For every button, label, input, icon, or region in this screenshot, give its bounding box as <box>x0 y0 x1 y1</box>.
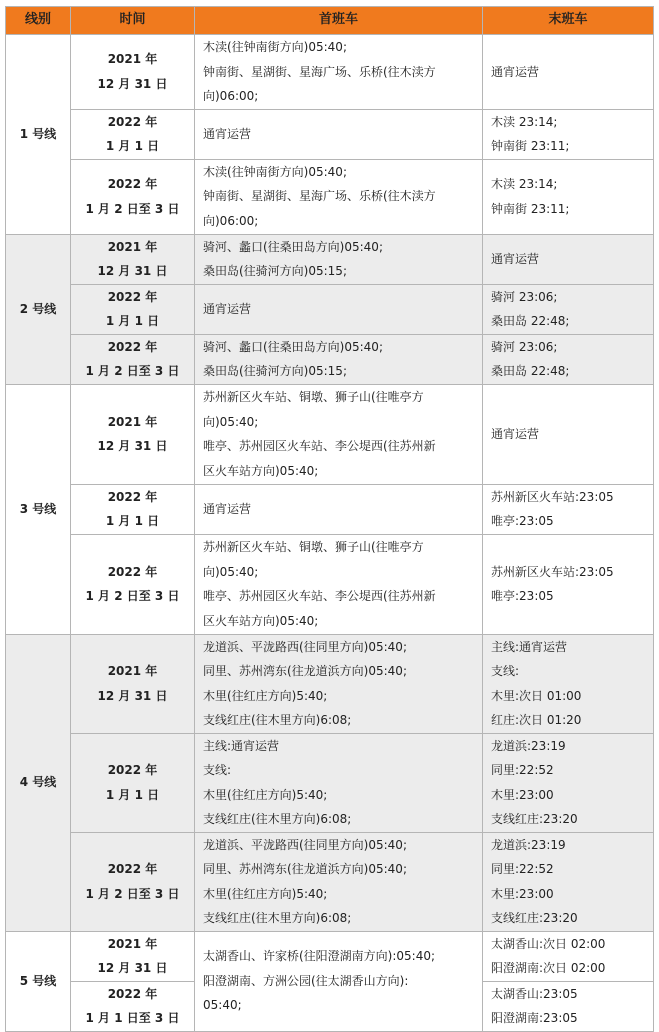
header-date: 时间 <box>71 7 195 35</box>
last-train-cell: 通宵运营 <box>483 35 654 110</box>
line-label: 1 号线 <box>6 35 71 235</box>
header-row <box>6 7 654 35</box>
last-train-cell: 太湖香山:23:05 阳澄湖南:23:05 <box>483 981 654 1031</box>
header-first: 首班车 <box>195 7 483 35</box>
first-train-cell: 通宵运营 <box>195 484 483 534</box>
first-train-cell: 骑河、蠡口(往桑田岛方向)05:40; 桑田岛(往骑河方向)05:15; <box>195 234 483 284</box>
date-cell: 2021 年 12 月 31 日 <box>71 384 195 484</box>
last-train-cell: 苏州新区火车站:23:05 唯亭:23:05 <box>483 534 654 634</box>
header-line: 线别 <box>6 7 71 35</box>
date-cell: 2021 年 12 月 31 日 <box>71 234 195 284</box>
first-train-cell: 龙道浜、平泷路西(往同里方向)05:40; 同里、苏州湾东(往龙道浜方向)05:40; 木里(往红庄方向)5:40; 支线红庄(往木里方向)6:08; <box>195 832 483 931</box>
line-label: 3 号线 <box>6 384 71 634</box>
first-train-cell: 木渎(往钟南街方向)05:40; 钟南街、星湖街、星海广场、乐桥(往木渎方 向)06:00; <box>195 35 483 110</box>
first-train-cell: 通宵运营 <box>195 109 483 159</box>
table-row <box>6 634 654 733</box>
table-row <box>6 534 654 634</box>
table-row <box>6 832 654 931</box>
table-row <box>6 484 654 534</box>
date-cell: 2022 年 1 月 1 日至 3 日 <box>71 981 195 1031</box>
line-5-group <box>6 931 654 1031</box>
first-train-cell: 苏州新区火车站、铜墩、狮子山(往唯亭方 向)05:40; 唯亭、苏州园区火车站、李公堤西(往苏州新 区火车站方向)05:40; <box>195 534 483 634</box>
table-row <box>6 334 654 384</box>
first-train-cell: 太湖香山、许家桥(往阳澄湖南方向):05:40; 阳澄湖南、方洲公园(往太湖香山方向): 05:40; <box>195 931 483 1031</box>
table-row <box>6 284 654 334</box>
last-train-cell: 骑河 23:06; 桑田岛 22:48; <box>483 284 654 334</box>
line-label: 5 号线 <box>6 931 71 1031</box>
line-1-group <box>6 35 654 235</box>
table-row <box>6 35 654 110</box>
table-row <box>6 384 654 484</box>
last-train-cell: 主线:通宵运营 支线: 木里:次日 01:00 红庄:次日 01:20 <box>483 634 654 733</box>
table-row <box>6 234 654 284</box>
table-row <box>6 733 654 832</box>
schedule-table <box>5 6 654 1032</box>
date-cell: 2021 年 12 月 31 日 <box>71 931 195 981</box>
date-cell: 2022 年 1 月 1 日 <box>71 733 195 832</box>
last-train-cell: 太湖香山:次日 02:00 阳澄湖南:次日 02:00 <box>483 931 654 981</box>
date-cell: 2022 年 1 月 2 日至 3 日 <box>71 334 195 384</box>
line-2-group <box>6 234 654 384</box>
line-3-group <box>6 384 654 634</box>
table-row <box>6 931 654 981</box>
last-train-cell: 木渎 23:14; 钟南街 23:11; <box>483 159 654 234</box>
date-cell: 2022 年 1 月 1 日 <box>71 484 195 534</box>
first-train-cell: 主线:通宵运营 支线: 木里(往红庄方向)5:40; 支线红庄(往木里方向)6:08; <box>195 733 483 832</box>
last-train-cell: 木渎 23:14; 钟南街 23:11; <box>483 109 654 159</box>
date-cell: 2022 年 1 月 2 日至 3 日 <box>71 534 195 634</box>
date-cell: 2022 年 1 月 2 日至 3 日 <box>71 832 195 931</box>
line-label: 2 号线 <box>6 234 71 384</box>
table-row <box>6 109 654 159</box>
last-train-cell: 龙道浜:23:19 同里:22:52 木里:23:00 支线红庄:23:20 <box>483 832 654 931</box>
last-train-cell: 通宵运营 <box>483 384 654 484</box>
date-cell: 2021 年 12 月 31 日 <box>71 35 195 110</box>
last-train-cell: 龙道浜:23:19 同里:22:52 木里:23:00 支线红庄:23:20 <box>483 733 654 832</box>
first-train-cell: 骑河、蠡口(往桑田岛方向)05:40; 桑田岛(往骑河方向)05:15; <box>195 334 483 384</box>
first-train-cell: 苏州新区火车站、铜墩、狮子山(往唯亭方 向)05:40; 唯亭、苏州园区火车站、李公堤西(往苏州新 区火车站方向)05:40; <box>195 384 483 484</box>
line-label: 4 号线 <box>6 634 71 931</box>
date-cell: 2022 年 1 月 2 日至 3 日 <box>71 159 195 234</box>
line-4-group <box>6 634 654 931</box>
date-cell: 2021 年 12 月 31 日 <box>71 634 195 733</box>
date-cell: 2022 年 1 月 1 日 <box>71 109 195 159</box>
table-row <box>6 159 654 234</box>
last-train-cell: 苏州新区火车站:23:05 唯亭:23:05 <box>483 484 654 534</box>
last-train-cell: 通宵运营 <box>483 234 654 284</box>
first-train-cell: 木渎(往钟南街方向)05:40; 钟南街、星湖街、星海广场、乐桥(往木渎方 向)06:00; <box>195 159 483 234</box>
header-last: 末班车 <box>483 7 654 35</box>
first-train-cell: 龙道浜、平泷路西(往同里方向)05:40; 同里、苏州湾东(往龙道浜方向)05:40; 木里(往红庄方向)5:40; 支线红庄(往木里方向)6:08; <box>195 634 483 733</box>
first-train-cell: 通宵运营 <box>195 284 483 334</box>
date-cell: 2022 年 1 月 1 日 <box>71 284 195 334</box>
last-train-cell: 骑河 23:06; 桑田岛 22:48; <box>483 334 654 384</box>
